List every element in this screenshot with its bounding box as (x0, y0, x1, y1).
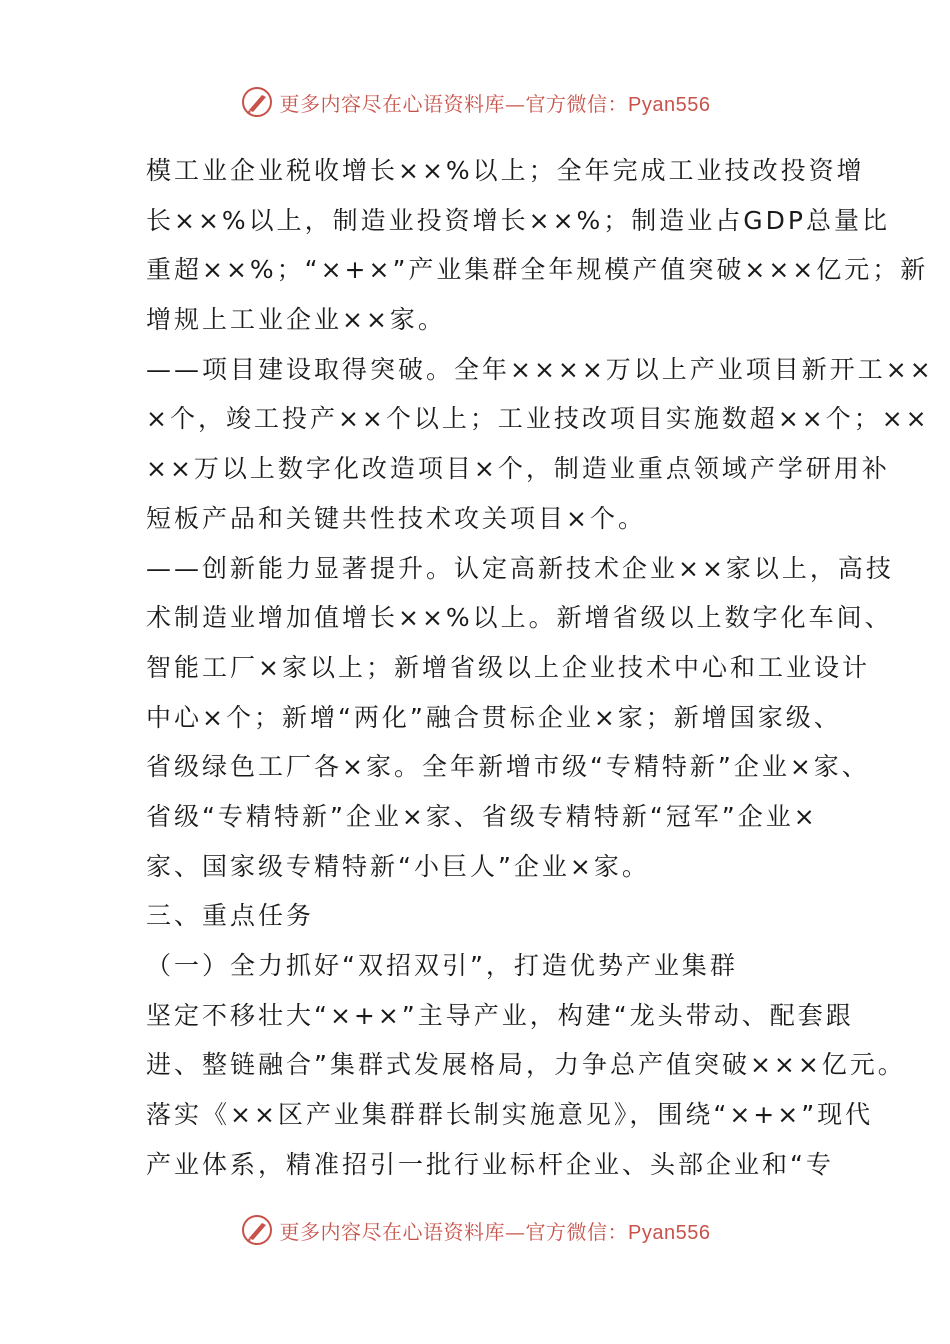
text-line: 省级绿色工厂各×家。全年新增市级“专精特新”企业×家、 (146, 752, 870, 782)
header-watermark-banner (0, 82, 950, 122)
pen-nib-logo-icon (240, 85, 274, 119)
text-line: ——项目建设取得突破。全年××××万以上产业项目新开工×× (146, 354, 934, 384)
text-line: 智能工厂×家以上；新增省级以上企业技术中心和工业设计 (146, 652, 870, 682)
pen-nib-logo-icon (240, 1213, 274, 1247)
header-banner-slogan: 更多内容尽在心语资料库 (279, 91, 506, 116)
footer-banner-wechat-id: Pyan556 (628, 1221, 711, 1244)
header-banner-text (280, 88, 711, 117)
text-line: ×个，竣工投产××个以上；工业技改项目实施数超××个；×× (146, 404, 930, 434)
document-body (146, 146, 934, 1189)
text-line: ××万以上数字化改造项目×个，制造业重点领域产学研用补 (146, 454, 890, 484)
footer-banner-text (280, 1216, 711, 1245)
text-line: 进、整链融合”集群式发展格局，力争总产值突破×××亿元。 (146, 1050, 906, 1080)
footer-banner-wechat-label: 官方微信： (525, 1219, 629, 1244)
footer-watermark-banner (0, 1210, 950, 1250)
header-banner-wechat-label: 官方微信： (525, 91, 629, 116)
text-line: 省级“专精特新”企业×家、省级专精特新“冠军”企业× (146, 801, 818, 831)
text-line: 家、国家级专精特新“小巨人”企业×家。 (146, 851, 650, 881)
text-line: 三、重点任务 (146, 901, 315, 931)
footer-banner-slogan: 更多内容尽在心语资料库 (279, 1219, 506, 1244)
footer-banner-separator: — (505, 1219, 526, 1244)
text-line: 落实《××区产业集群群长制实施意见》，围绕“×+×”现代 (146, 1100, 874, 1130)
text-line: （一）全力抓好“双招双引”，打造优势产业集群 (146, 951, 738, 980)
text-line: 增规上工业企业××家。 (146, 305, 446, 335)
text-line: ——创新能力显著提升。认定高新技术企业××家以上，高技 (146, 553, 894, 583)
text-line: 短板产品和关键共性技术攻关项目×个。 (146, 503, 646, 533)
header-banner-separator: — (505, 91, 526, 116)
header-banner-wechat-id: Pyan556 (628, 93, 711, 116)
text-line: 坚定不移壮大“×+×”主导产业，构建“龙头带动、配套跟 (146, 1000, 854, 1030)
text-line: 术制造业增加值增长××%以上。新增省级以上数字化车间、 (146, 603, 893, 633)
text-line: 模工业企业税收增长××%以上；全年完成工业技改投资增 (146, 156, 865, 185)
text-line: 长××%以上，制造业投资增长××%；制造业占GDP总量比 (146, 205, 890, 235)
text-line: 中心×个；新增“两化”融合贯标企业×家；新增国家级、 (146, 702, 842, 732)
text-line: 产业体系，精准招引一批行业标杆企业、头部企业和“专 (146, 1149, 834, 1179)
text-line: 重超××%；“×+×”产业集群全年规模产值突破×××亿元；新 (146, 255, 929, 285)
